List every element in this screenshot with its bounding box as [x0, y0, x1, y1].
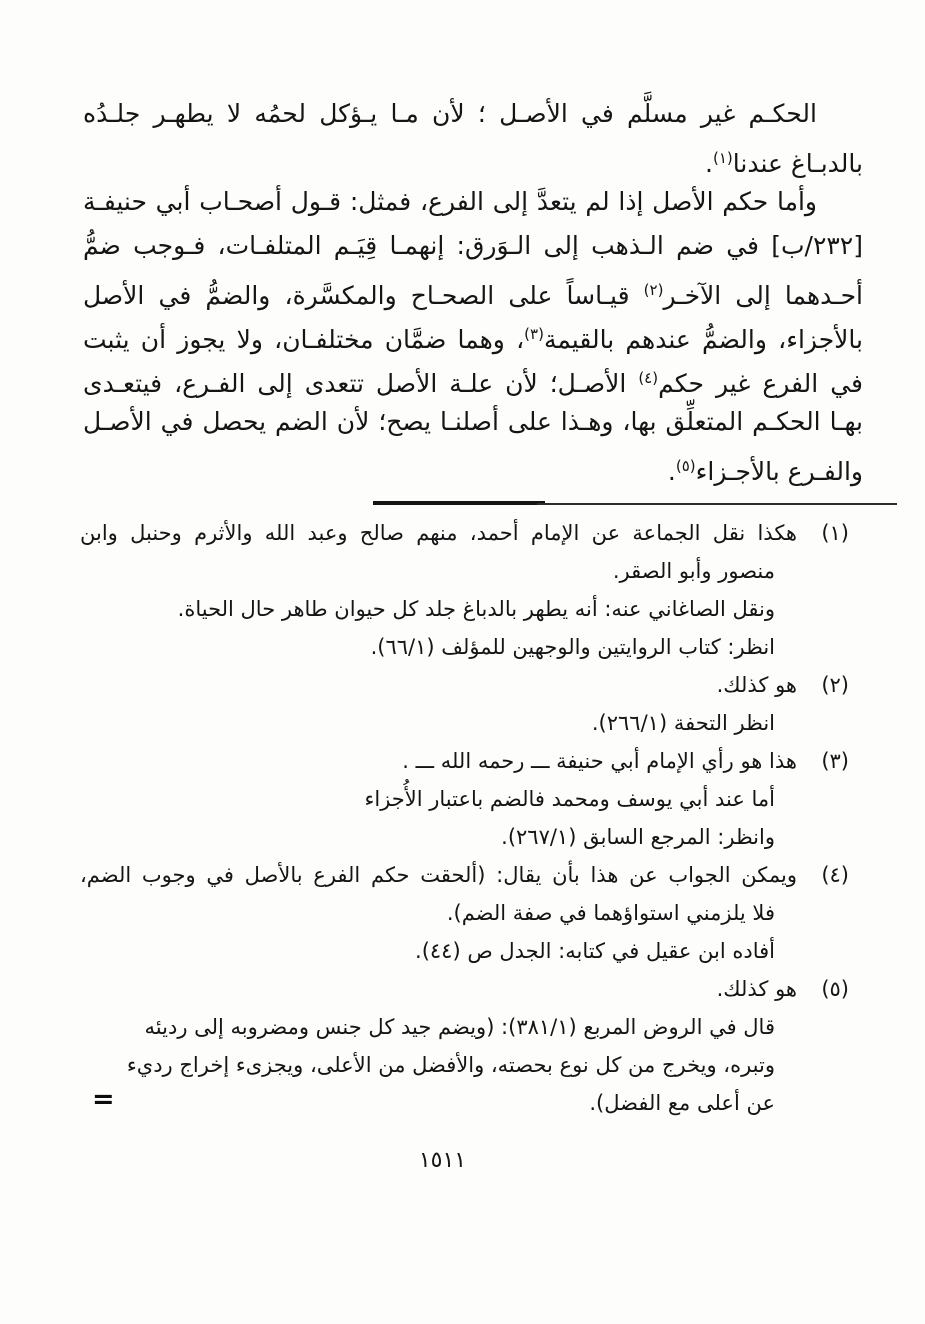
body-text-segment: بالدبـاغ عندنا	[732, 149, 863, 178]
footnote-text: هو كذلك.	[716, 977, 797, 1001]
body-text-segment: .	[667, 457, 676, 486]
footnote-first-line	[80, 742, 849, 780]
footnote-item	[80, 970, 849, 1122]
footnote-ref-marker: (٤)	[638, 369, 659, 387]
footnote-first-line	[80, 970, 849, 1008]
footnote-sub-line: أفاده ابن عقيل في كتابه: الجدل ص (٤٤).	[415, 939, 775, 963]
footnote-continuation-mark: =	[92, 1084, 115, 1115]
body-text-segment: [٢٣٢/ب] في ضم الـذهب إلى الـوَرق: إنهمـا قِيَـم المتلفـات، فـوجب ضمُّ	[83, 231, 863, 260]
footnote-text: ويمكن الجواب عن هذا بأن يقال: (ألحقت حكم الفرع بالأصل في وجوب الضم،	[80, 863, 797, 887]
body-line	[83, 224, 863, 268]
footnote-item	[80, 856, 849, 970]
footnote-sub-line: أما عند أبي يوسف ومحمد فالضم باعتبار الأُجزاء	[364, 787, 775, 811]
body-line	[83, 312, 863, 356]
footnote-ref-marker: (٢)	[643, 281, 664, 299]
footnote-item	[80, 514, 849, 666]
body-text-segment: الأصـل؛ لأن علـة الأصل تتعدى إلى الفـرع، فيتعـدى	[83, 369, 639, 398]
footnote-number: (٥)	[821, 977, 849, 1001]
body-text-segment: الحكـم غير مسلَّم في الأصـل ؛ لأن مـا يـؤكل لحمُه لا يطهـر جلـدُه	[83, 99, 817, 128]
footnote-separator	[373, 501, 897, 507]
footnote-sub-line: ونقل الصاغاني عنه: أنه يطهر بالدباغ جلد كل حيوان طاهر حال الحياة.	[177, 597, 775, 621]
body-text-segment: والفـرع بالأجـزاء	[695, 457, 863, 486]
body-text-segment: .	[705, 149, 713, 178]
body-text-segment: وأما حكم الأصل إذا لم يتعدَّ إلى الفرع، فمثل: قـول أصحـاب أبي حنيفـة	[83, 187, 817, 216]
footnote-number: (٢)	[821, 673, 849, 697]
footnote-number: (١)	[821, 521, 849, 545]
body-text-segment: بهـا الحكـم المتعلِّق بها، وهـذا على أصلنـا يصح؛ لأن الضم يحصل في الأصـل	[83, 407, 863, 436]
body-line	[83, 92, 863, 136]
footnote-ref-marker: (٥)	[675, 457, 696, 475]
footnote-ref-marker: (٣)	[524, 325, 544, 343]
separator-thick-segment	[373, 501, 545, 505]
body-text-segment: أحـدهما إلى الآخـر	[663, 281, 863, 310]
footnote-text: هو كذلك.	[716, 673, 797, 697]
footnote-sub-line: وتبره، ويخرج من كل نوع بحصته، والأفضل من الأعلى، ويجزىء إخراج رديء	[126, 1053, 775, 1077]
page-number: ١٥١١	[418, 1148, 467, 1173]
body-line	[83, 356, 863, 400]
footnote-sub-line: انظر: كتاب الروايتين والوجهين للمؤلف (٦٦/١).	[370, 635, 775, 659]
footnote-text: هذا هو رأي الإمام أبي حنيفة ـــ رحمه الله ـــ .	[402, 749, 797, 773]
body-text-segment: قيـاساً على الصحـاح والمكسَّرة، والضمُّ في الأصل	[83, 281, 644, 310]
footnote-first-line	[80, 666, 849, 704]
footnote-number: (٣)	[821, 749, 849, 773]
body-line	[83, 268, 863, 312]
body-line	[83, 400, 863, 444]
footnote-ref-marker: (١)	[712, 149, 733, 167]
footnote-sub-line: قال في الروض المربع (٣٨١/١): (ويضم جيد كل جنس ومضروبه إلى رديئه	[144, 1015, 775, 1039]
footnote-sub-line: عن أعلى مع الفضل).	[589, 1091, 775, 1115]
separator-thin-segment	[537, 503, 897, 505]
footnote-number: (٤)	[821, 863, 849, 887]
footnote-sub-line: منصور وأبو الصقر.	[612, 559, 775, 583]
body-line	[83, 180, 863, 224]
footnote-item	[80, 742, 849, 856]
footnote-first-line	[80, 856, 849, 894]
body-text	[83, 92, 863, 488]
body-text-segment: في الفرع غير حكم	[658, 369, 863, 398]
footnote-sub-line: وانظر: المرجع السابق (٢٦٧/١).	[501, 825, 775, 849]
footnotes	[80, 514, 849, 1122]
footnote-first-line	[80, 514, 849, 552]
body-text-segment: بالأجزاء، والضمُّ عندهم بالقيمة	[543, 325, 863, 354]
body-line	[83, 444, 863, 488]
footnote-sub-line: انظر التحفة (٢٦٦/١).	[591, 711, 775, 735]
body-text-segment: ، وهما ضمَّان مختلفـان، ولا يجوز أن يثبت	[83, 325, 525, 354]
footnote-text: هكذا نقل الجماعة عن الإمام أحمد، منهم صالح وعبد الله والأثرم وحنبل وابن	[80, 521, 797, 545]
footnote-item	[80, 666, 849, 742]
footnote-sub-line: فلا يلزمني استواؤهما في صفة الضم).	[446, 901, 775, 925]
body-line	[83, 136, 863, 180]
